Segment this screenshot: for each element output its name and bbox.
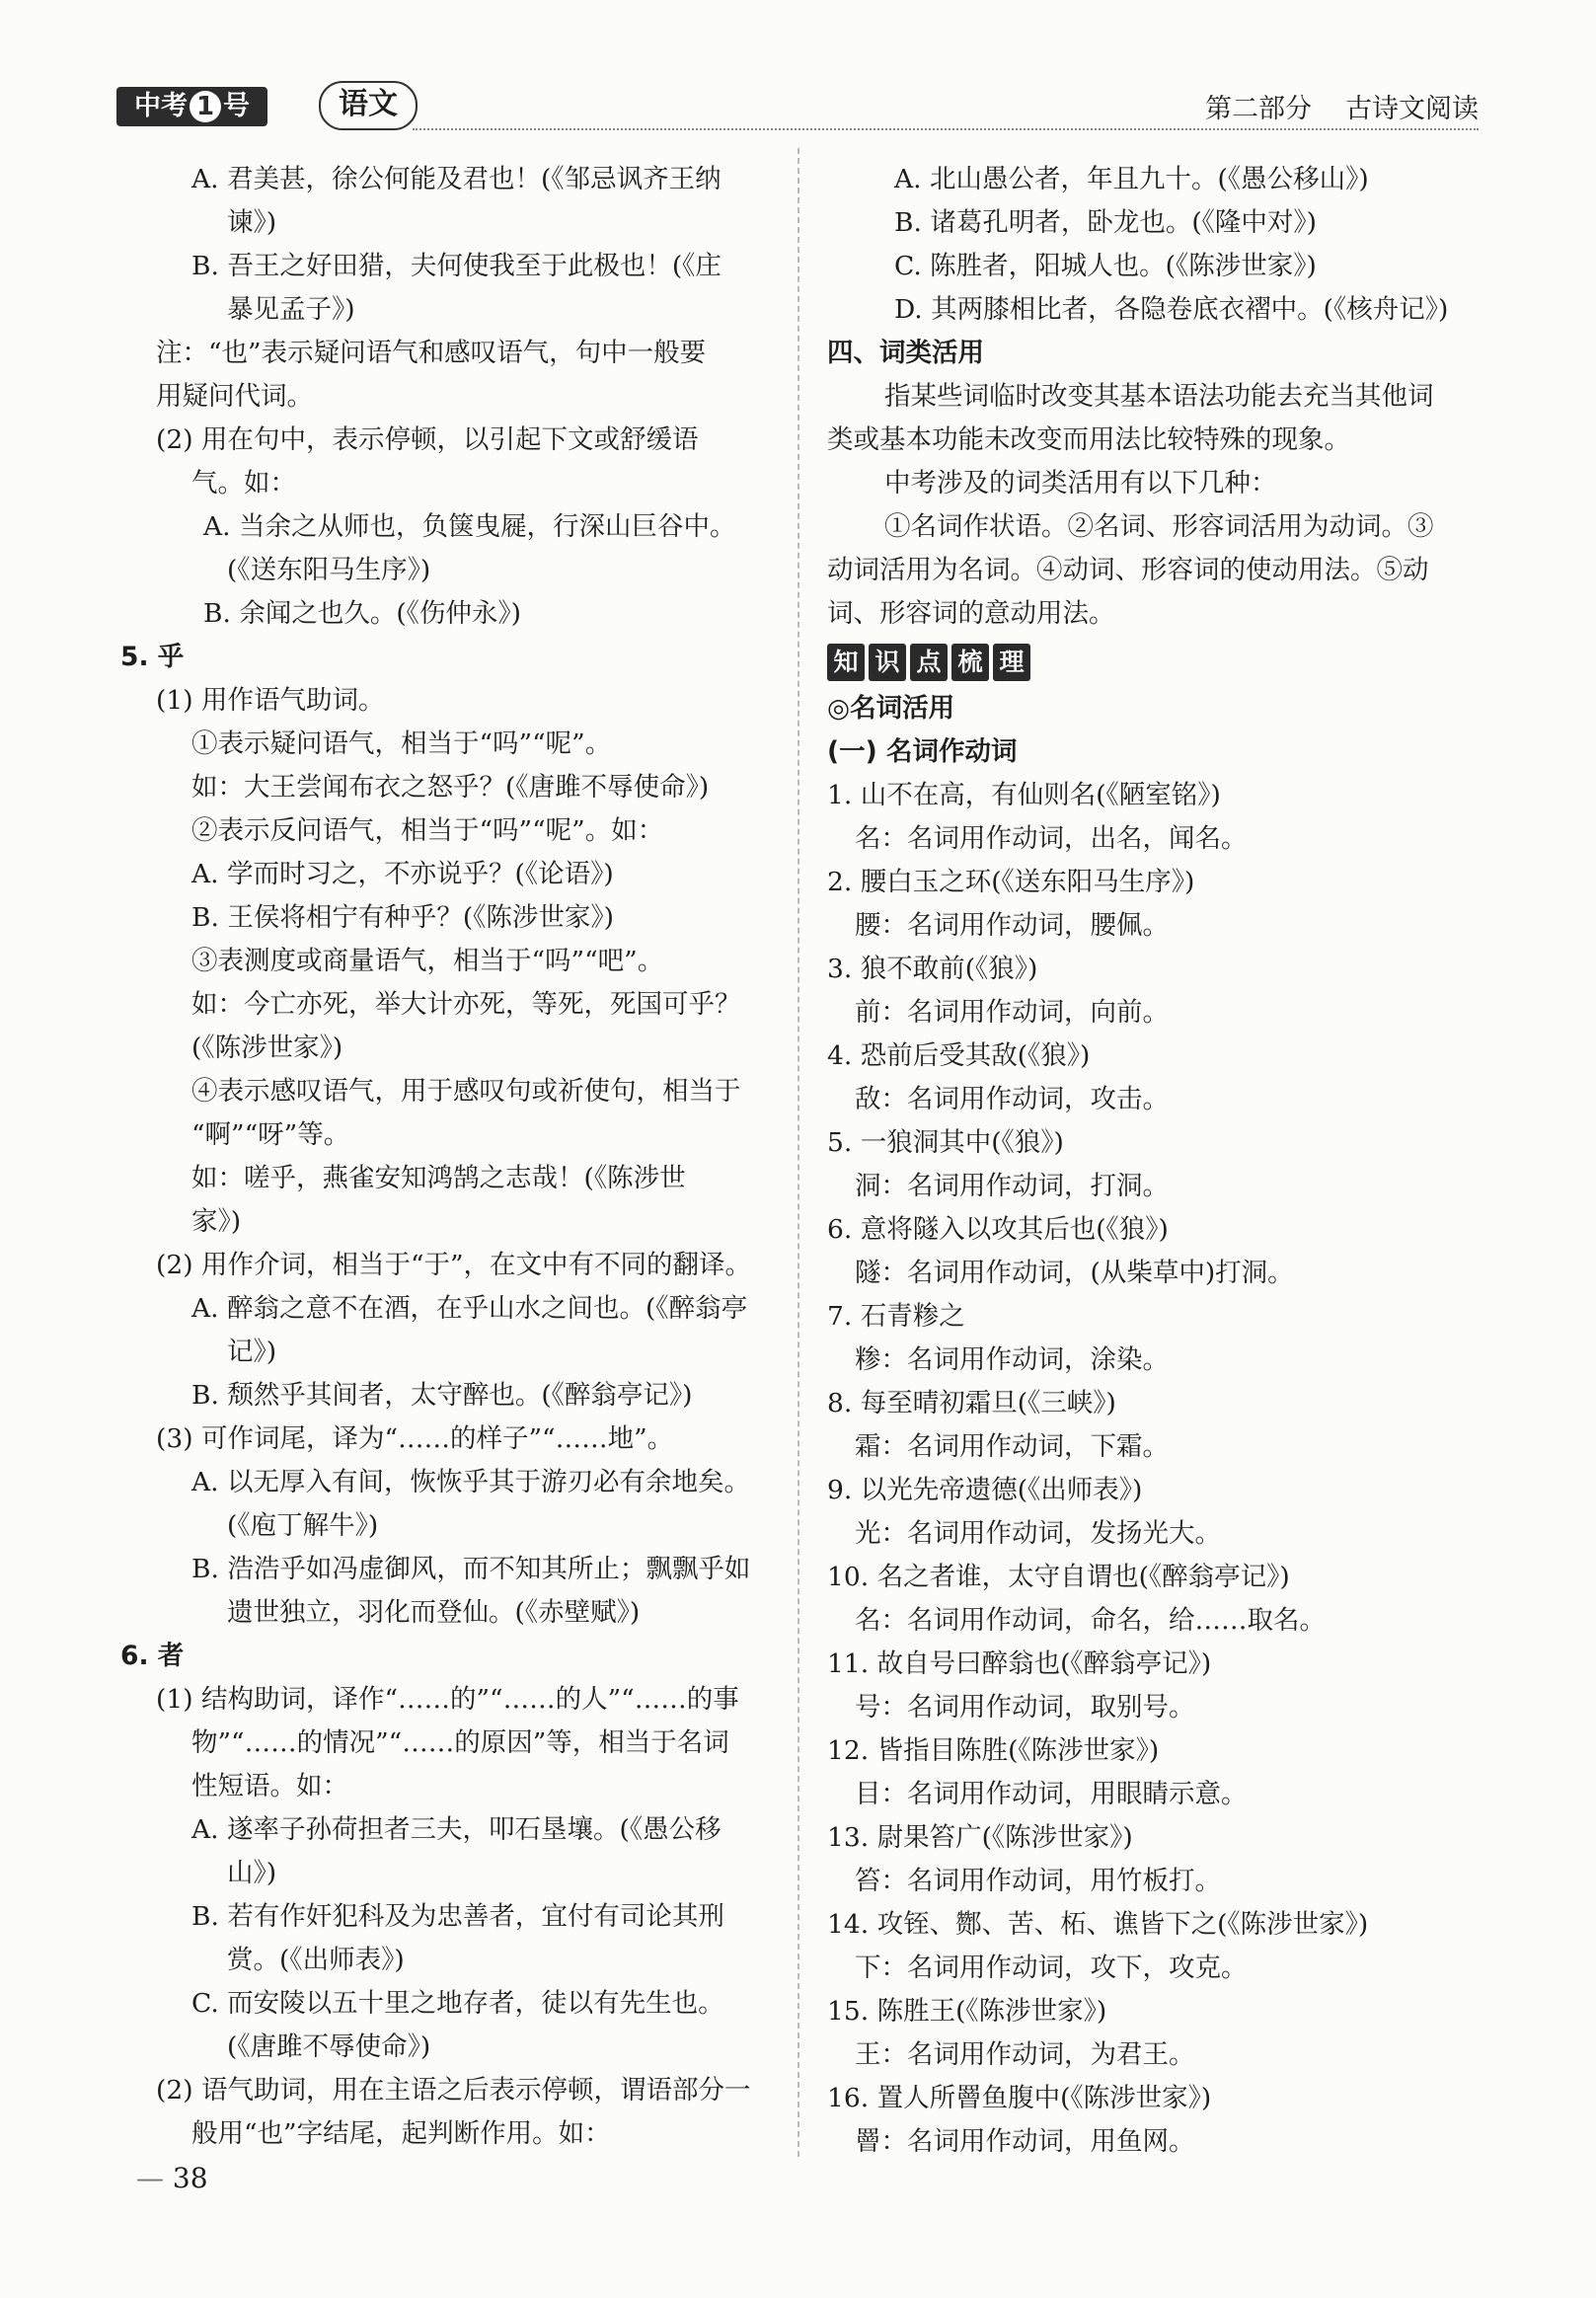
text-line: 气。如：	[191, 468, 296, 498]
text-line: 名：名词用作动词，出名，闻名。	[855, 823, 1248, 854]
text-line: ◎名词活用	[827, 693, 955, 724]
text-line: 腰：名词用作动词，腰佩。	[855, 910, 1169, 941]
text-line: A. 当余之从师也，负箧曳屣，行深山巨谷中。	[203, 511, 736, 542]
knowledge-heading	[827, 644, 1479, 681]
text-line: ③表测度或商量语气，相当于“吗”“吧”。	[191, 946, 664, 976]
text-line: B. 余闻之也久。(《伤仲永》)	[203, 598, 521, 629]
text-line: ①表示疑问语气，相当于“吗”“呢”。	[191, 728, 612, 759]
text-line: 类或基本功能未改变而用法比较特殊的现象。	[827, 424, 1350, 455]
text-line: 14. 攻铚、酂、苦、柘、谯皆下之(《陈涉世家》)	[827, 1909, 1369, 1940]
text-line: (《送东阳马生序》)	[227, 555, 431, 585]
text-line: ④表示感叹语气，用于感叹句或祈使句，相当于	[191, 1076, 741, 1107]
brand-number: 1	[190, 91, 221, 122]
text-line: B. 颓然乎其间者，太守醉也。(《醉翁亭记》)	[191, 1380, 693, 1411]
knowledge-heading-char: 识	[869, 644, 906, 681]
text-line: 词、形容词的意动用法。	[827, 598, 1115, 629]
text-line: 7. 石青糁之	[827, 1301, 965, 1332]
text-line: 名：名词用作动词，命名，给……取名。	[855, 1605, 1326, 1636]
knowledge-heading-char: 理	[993, 644, 1030, 681]
subject-badge: 语文	[319, 81, 418, 130]
text-line: B. 吾王之好田猎，夫何使我至于此极也！(《庄	[191, 251, 722, 281]
text-line: ②表示反问语气，相当于“吗”“呢”。如：	[191, 815, 664, 846]
right-column	[827, 158, 1479, 2164]
text-line: “啊”“呀”等。	[191, 1119, 350, 1150]
text-line: B. 诸葛孔明者，卧龙也。(《隆中对》)	[894, 207, 1317, 238]
text-line: 隧：名词用作动词，(从柴草中)打洞。	[855, 1258, 1294, 1288]
topic-label: 古诗文阅读	[1345, 94, 1479, 124]
text-line: A. 君美甚，徐公何能及君也！(《邹忌讽齐王纳	[191, 164, 722, 194]
text-line: 糁：名词用作动词，涂染。	[855, 1344, 1169, 1375]
text-line: 般用“也”字结尾，起判断作用。如：	[191, 2118, 611, 2149]
knowledge-heading-char: 知	[827, 644, 865, 681]
text-line: 号：名词用作动词，取别号。	[855, 1692, 1195, 1723]
text-line: 家》)	[191, 1206, 242, 1237]
text-line: A. 北山愚公者，年且九十。(《愚公移山》)	[894, 164, 1369, 194]
text-line: (《陈涉世家》)	[191, 1033, 343, 1063]
text-line: (3) 可作词尾，译为“……的样子”“……地”。	[156, 1423, 674, 1454]
text-line: 4. 恐前后受其敌(《狼》)	[827, 1040, 1091, 1071]
knowledge-heading-char: 梳	[951, 644, 989, 681]
text-line: 罾：名词用作动词，用鱼网。	[855, 2126, 1195, 2157]
text-line: (2) 用在句中，表示停顿，以引起下文或舒缓语	[156, 424, 699, 455]
text-line: 敌：名词用作动词，攻击。	[855, 1084, 1169, 1114]
section-label: 第二部分	[1205, 94, 1312, 124]
text-line: 四、词类活用	[827, 338, 984, 368]
text-line: 2. 腰白玉之环(《送东阳马生序》)	[827, 867, 1195, 897]
right-column-bottom	[827, 687, 1479, 2164]
right-column-top	[827, 158, 1479, 636]
page-number: — 38	[136, 2162, 208, 2194]
text-line: 性短语。如：	[191, 1771, 348, 1801]
text-line: ①名词作状语。②名词、形容词活用为动词。③	[884, 511, 1434, 542]
text-line: 中考涉及的词类活用有以下几种：	[884, 468, 1277, 498]
text-line: 记》)	[227, 1337, 277, 1367]
text-line: 谏》)	[227, 207, 277, 238]
text-line: 8. 每至晴初霜旦(《三峡》)	[827, 1388, 1116, 1418]
text-line: (2) 用作介词，相当于“于”，在文中有不同的翻译。	[156, 1250, 752, 1280]
text-line: 暴见孟子》)	[227, 294, 355, 325]
text-line: 1. 山不在高，有仙则名(《陋室铭》)	[827, 780, 1221, 810]
text-line: 笞：名词用作动词，用竹板打。	[855, 1866, 1221, 1896]
text-line: 13. 尉果笞广(《陈涉世家》)	[827, 1822, 1133, 1853]
text-line: (《庖丁解牛》)	[227, 1510, 379, 1541]
text-line: 前：名词用作动词，向前。	[855, 997, 1169, 1028]
text-line: 10. 名之者谁，太守自谓也(《醉翁亭记》)	[827, 1562, 1290, 1592]
text-line: 9. 以光先帝遗德(《出师表》)	[827, 1475, 1143, 1505]
text-line: 6. 者	[120, 1641, 185, 1671]
text-line: 遗世独立，羽化而登仙。(《赤壁赋》)	[227, 1597, 641, 1628]
text-line: 目：名词用作动词，用眼睛示意。	[855, 1779, 1248, 1809]
text-line: 赏。(《出师表》)	[227, 1945, 405, 1975]
text-line: B. 若有作奸犯科及为忠善者，宜付有司论其刑	[191, 1901, 724, 1932]
text-line: A. 醉翁之意不在酒，在乎山水之间也。(《醉翁亭	[191, 1293, 748, 1324]
text-line: 5. 一狼洞其中(《狼》)	[827, 1127, 1064, 1158]
text-line: 6. 意将隧入以攻其后也(《狼》)	[827, 1214, 1169, 1245]
text-line: (1) 结构助词，译作“……的”“……的人”“……的事	[156, 1684, 739, 1715]
text-line: B. 浩浩乎如冯虚御风，而不知其所止；飘飘乎如	[191, 1554, 751, 1584]
text-line: 指某些词临时改变其基本语法功能去充当其他词	[884, 381, 1434, 412]
text-line: 12. 皆指目陈胜(《陈涉世家》)	[827, 1735, 1160, 1766]
header-section-info	[1205, 87, 1479, 125]
text-line: (一) 名词作动词	[827, 736, 1018, 767]
text-line: 洞：名词用作动词，打洞。	[855, 1171, 1169, 1201]
page-header	[116, 81, 1479, 130]
text-line: 物”“……的情况”“……的原因”等，相当于名词	[191, 1727, 729, 1758]
text-line: 注：“也”表示疑问语气和感叹语气，句中一般要	[156, 338, 707, 368]
text-line: A. 学而时习之，不亦说乎？(《论语》)	[191, 859, 614, 889]
left-column	[120, 158, 772, 2156]
text-line: 如：大王尝闻布衣之怒乎？(《唐雎不辱使命》)	[191, 772, 710, 803]
text-line: (《唐雎不辱使命》)	[227, 2031, 431, 2062]
brand-text-pre: 中考	[134, 91, 188, 121]
text-line: A. 以无厚入有间，恢恢乎其于游刃必有余地矣。	[191, 1467, 750, 1497]
text-line: D. 其两膝相比者，各隐卷底衣褶中。(《核舟记》)	[894, 294, 1449, 325]
text-line: 5. 乎	[120, 642, 185, 672]
brand-text-post: 号	[223, 91, 250, 121]
column-divider	[798, 148, 799, 2157]
text-line: (2) 语气助词，用在主语之后表示停顿，谓语部分一	[156, 2075, 751, 2106]
text-line: 11. 故自号曰醉翁也(《醉翁亭记》)	[827, 1648, 1212, 1679]
page-number-value: 38	[172, 2162, 208, 2194]
text-line: 15. 陈胜王(《陈涉世家》)	[827, 1996, 1107, 2027]
text-line: 如：今亡亦死，举大计亦死，等死，死国可乎？	[191, 989, 741, 1020]
text-line: C. 而安陵以五十里之地存者，徒以有先生也。	[191, 1988, 724, 2019]
text-line: 16. 置人所罾鱼腹中(《陈涉世家》)	[827, 2083, 1212, 2113]
text-line: 用疑问代词。	[156, 381, 313, 412]
header-divider	[413, 128, 1479, 130]
text-line: B. 王侯将相宁有种乎？(《陈涉世家》)	[191, 902, 614, 933]
text-line: 如：嗟乎，燕雀安知鸿鹄之志哉！(《陈涉世	[191, 1163, 686, 1193]
text-line: 动词活用为名词。④动词、形容词的使动用法。⑤动	[827, 555, 1429, 585]
text-line: A. 遂率子孙荷担者三夫，叩石垦壤。(《愚公移	[191, 1814, 722, 1845]
knowledge-heading-char: 点	[910, 644, 948, 681]
text-line: 霜：名词用作动词，下霜。	[855, 1431, 1169, 1462]
text-line: C. 陈胜者，阳城人也。(《陈涉世家》)	[894, 251, 1317, 281]
brand-logo	[116, 87, 267, 126]
text-line: 光：名词用作动词，发扬光大。	[855, 1518, 1221, 1549]
text-line: (1) 用作语气助词。	[156, 685, 385, 716]
text-line: 3. 狼不敢前(《狼》)	[827, 954, 1038, 984]
text-line: 王：名词用作动词，为君王。	[855, 2039, 1195, 2070]
text-line: 下：名词用作动词，攻下，攻克。	[855, 1953, 1248, 1983]
text-line: 山》)	[227, 1858, 277, 1888]
